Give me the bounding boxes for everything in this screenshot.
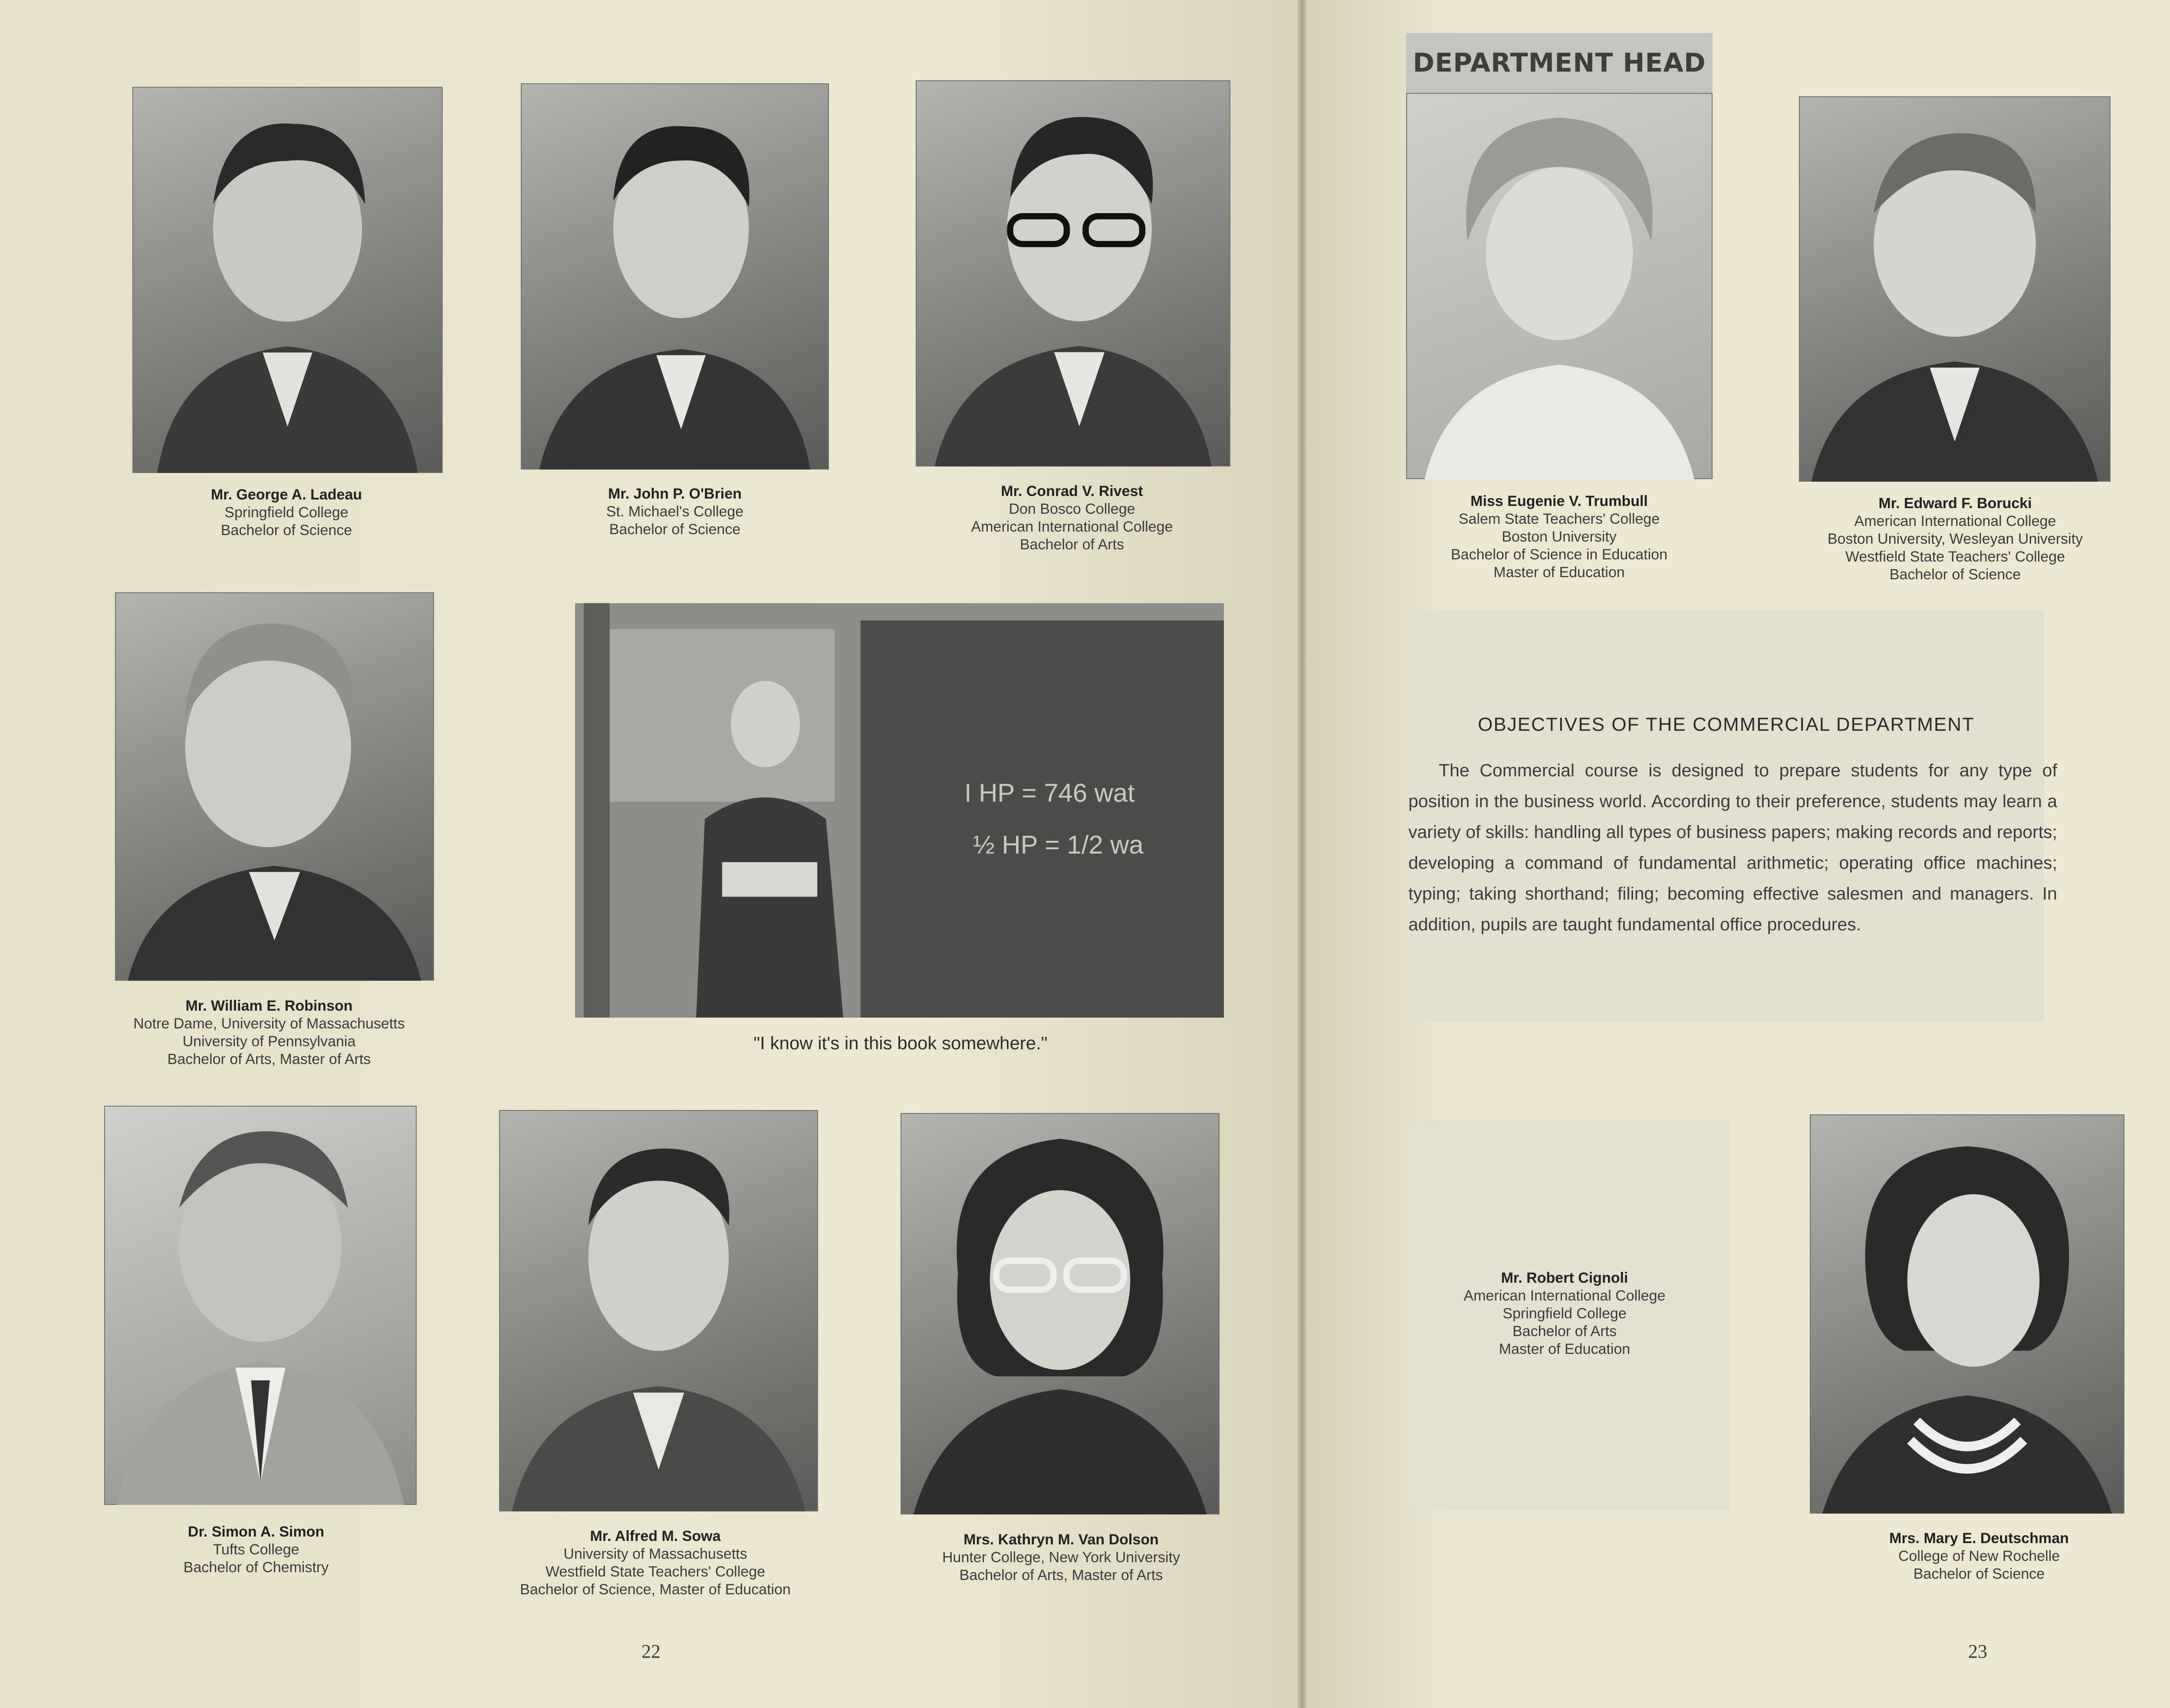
faculty-caption (1404, 1269, 1725, 1358)
portrait-photo (1810, 1114, 2124, 1514)
faculty-detail: Boston University (1502, 529, 1617, 545)
portrait-photo (916, 80, 1230, 466)
objectives-title: OBJECTIVES OF THE COMMERCIAL DEPARTMENT (1478, 714, 1975, 735)
faculty-caption (1393, 493, 1725, 581)
portrait-photo (104, 1106, 417, 1505)
faculty-name: Mr. George A. Ladeau (210, 486, 362, 503)
portrait-photo (1799, 96, 2111, 482)
faculty-detail: Bachelor of Science (609, 521, 741, 538)
faculty-detail: Bachelor of Science, Master of Education (520, 1581, 791, 1598)
faculty-detail: Springfield College (224, 504, 349, 521)
faculty-caption (892, 1531, 1230, 1584)
faculty-detail: Bachelor of Science (220, 522, 352, 539)
book-gutter (1298, 0, 1306, 1708)
faculty-detail: Bachelor of Science (1913, 1566, 2045, 1582)
faculty-name: Mr. Robert Cignoli (1501, 1270, 1628, 1286)
portrait-photo (115, 592, 434, 981)
faculty-detail: Bachelor of Arts, Master of Arts (167, 1051, 371, 1068)
classroom-photo (575, 603, 1224, 1018)
faculty-detail: Master of Education (1493, 564, 1625, 581)
faculty-caption (1779, 495, 2131, 584)
page-number: 23 (1968, 1641, 1987, 1662)
faculty-detail: American International College (1463, 1288, 1666, 1304)
faculty-detail: University of Massachusetts (563, 1546, 747, 1562)
faculty-name: Mr. John P. O'Brien (608, 486, 742, 502)
faculty-name: Mr. Edward F. Borucki (1878, 495, 2032, 512)
portrait-photo (521, 83, 829, 470)
faculty-detail: Springfield College (1503, 1305, 1627, 1322)
faculty-name: Miss Eugenie V. Trumbull (1470, 493, 1648, 509)
faculty-name: Mr. William E. Robinson (185, 998, 353, 1014)
photo-caption: "I know it's in this book somewhere." (753, 1033, 1048, 1053)
faculty-detail: Bachelor of Chemistry (183, 1559, 329, 1576)
faculty-detail: St. Michael's College (606, 503, 744, 520)
faculty-detail: College of New Rochelle (1898, 1548, 2060, 1564)
portrait-photo (1406, 93, 1713, 479)
svg-text:½ HP = 1/2 wa: ½ HP = 1/2 wa (973, 830, 1144, 859)
faculty-caption (1810, 1530, 2148, 1583)
faculty-caption (100, 1523, 412, 1577)
faculty-caption (475, 1527, 835, 1599)
objectives-body: The Commercial course is designed to prepare students for any type of position in the business world. According to their preference, students may learn a variety of skills: handling all types of business papers; making records and reports; developing a command of fundamental arithmetic; operating office machines; typing; taking shorthand; filing; becoming effective salesmen and managers. In addition, pupils are taught fundamental office procedures. (1408, 760, 2057, 934)
faculty-detail: Boston University, Wesleyan University (1827, 531, 2083, 547)
faculty-detail: Salem State Teachers' College (1458, 511, 1660, 527)
faculty-detail: Bachelor of Arts (1019, 536, 1124, 553)
portrait-photo (499, 1110, 818, 1511)
faculty-detail: Bachelor of Arts, Master of Arts (959, 1567, 1163, 1583)
faculty-detail: Tufts College (213, 1541, 299, 1558)
faculty-name: Dr. Simon A. Simon (187, 1524, 325, 1540)
faculty-detail: American International College (971, 519, 1173, 535)
faculty-detail: Bachelor of Science (1889, 566, 2021, 583)
faculty-caption (521, 485, 829, 539)
faculty-caption (130, 486, 443, 539)
faculty-caption (907, 483, 1237, 554)
faculty-detail: University of Pennsylvania (182, 1033, 356, 1050)
faculty-detail: American International College (1854, 513, 2056, 529)
faculty-detail: Master of Education (1499, 1341, 1631, 1357)
faculty-detail: Bachelor of Arts (1512, 1323, 1617, 1340)
faculty-caption (93, 997, 445, 1068)
page-number: 22 (641, 1641, 661, 1662)
faculty-name: Mr. Conrad V. Rivest (1001, 483, 1143, 499)
faculty-detail: Bachelor of Science in Education (1451, 546, 1667, 563)
faculty-detail: Notre Dame, University of Massachusetts (133, 1015, 405, 1032)
faculty-detail: Don Bosco College (1009, 501, 1135, 517)
faculty-name: Mrs. Mary E. Deutschman (1889, 1530, 2069, 1547)
faculty-name: Mr. Alfred M. Sowa (590, 1528, 721, 1544)
faculty-detail: Westfield State Teachers' College (545, 1563, 766, 1580)
portrait-photo (132, 87, 443, 473)
department-head-label: DEPARTMENT HEAD (1406, 33, 1713, 93)
faculty-detail: Westfield State Teachers' College (1845, 549, 2065, 565)
portrait-photo (901, 1113, 1220, 1514)
faculty-name: Mrs. Kathryn M. Van Dolson (963, 1531, 1159, 1548)
faculty-detail: Hunter College, New York University (942, 1549, 1180, 1566)
svg-text:I HP = 746 wat: I HP = 746 wat (964, 778, 1135, 808)
